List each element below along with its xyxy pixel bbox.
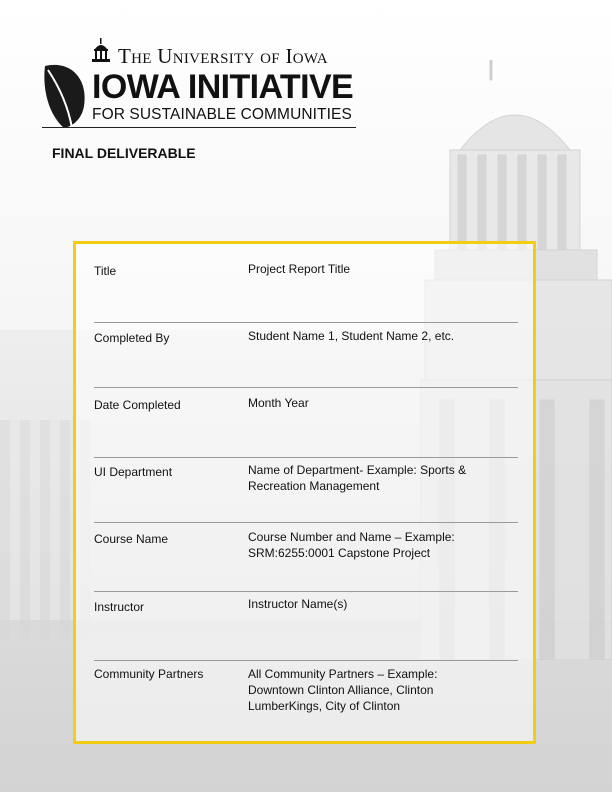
initiative-subtitle: FOR SUSTAINABLE COMMUNITIES	[92, 106, 352, 123]
row-value-course-name	[248, 529, 518, 561]
row-divider	[94, 322, 518, 323]
row-label-course-name: Course Name	[94, 532, 169, 546]
row-label-ui-department: UI Department	[94, 465, 173, 479]
document-heading: FINAL DELIVERABLE	[52, 145, 196, 161]
leaf-icon	[42, 58, 88, 130]
old-capitol-crest-icon	[90, 38, 112, 62]
row-divider	[94, 522, 518, 523]
row-divider	[94, 660, 518, 661]
row-value-line: Course Number and Name – Example:	[248, 530, 455, 544]
university-name: The University of Iowa	[118, 44, 328, 68]
row-value-line: Recreation Management	[248, 479, 380, 493]
row-value-line: LumberKings, City of Clinton	[248, 699, 401, 713]
logo-divider	[42, 127, 356, 128]
row-label-date-completed: Date Completed	[94, 398, 181, 412]
row-value-line: SRM:6255:0001 Capstone Project	[248, 546, 431, 560]
initiative-name: IOWA INITIATIVE	[92, 68, 354, 106]
row-divider	[94, 591, 518, 592]
row-value-title: Project Report Title	[248, 262, 351, 276]
row-value-line: All Community Partners – Example:	[248, 667, 438, 681]
row-value-instructor: Instructor Name(s)	[248, 597, 348, 611]
row-label-instructor: Instructor	[94, 600, 145, 614]
row-value-completed-by: Student Name 1, Student Name 2, etc.	[248, 329, 455, 343]
row-value-line: Downtown Clinton Alliance, Clinton	[248, 683, 434, 697]
row-value-community-partners	[248, 666, 518, 714]
row-divider	[94, 457, 518, 458]
iowa-initiative-logo	[40, 36, 360, 131]
row-label-title: Title	[94, 264, 117, 278]
row-label-community-partners: Community Partners	[94, 667, 204, 681]
row-divider	[94, 387, 518, 388]
row-label-completed-by: Completed By	[94, 331, 170, 345]
row-value-line: Name of Department- Example: Sports &	[248, 463, 467, 477]
row-value-ui-department	[248, 462, 518, 494]
row-value-date-completed: Month Year	[248, 396, 309, 410]
